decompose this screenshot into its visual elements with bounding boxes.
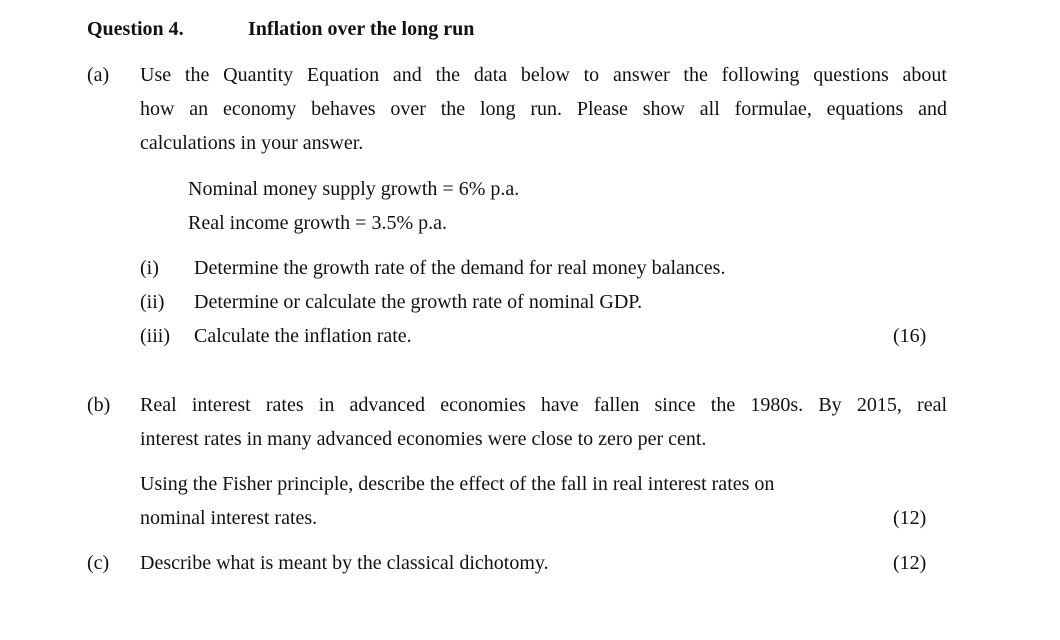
part-a-marks: (16) xyxy=(893,325,927,347)
subpart-ii-text: Determine or calculate the growth rate of nominal GDP. xyxy=(194,291,643,313)
part-c-label: (c) xyxy=(87,552,110,574)
subpart-i-label: (i) xyxy=(140,257,159,279)
part-c-marks: (12) xyxy=(893,552,927,574)
part-b-line-2: interest rates in many advanced economies were close to zero per cent. xyxy=(140,428,707,450)
question-number: Question 4. xyxy=(87,18,184,40)
subpart-iii-label: (iii) xyxy=(140,325,170,347)
data-money-supply-growth: Nominal money supply growth = 6% p.a. xyxy=(188,178,520,200)
subpart-iii-text: Calculate the inflation rate. xyxy=(194,325,412,347)
part-b-label: (b) xyxy=(87,394,111,416)
part-a-intro-line-1: Use the Quantity Equation and the data below to answer the following questions about xyxy=(140,64,947,86)
data-real-income-growth: Real income growth = 3.5% p.a. xyxy=(188,212,447,234)
part-a-label: (a) xyxy=(87,64,110,86)
part-b-marks: (12) xyxy=(893,507,927,529)
question-title: Inflation over the long run xyxy=(248,18,475,40)
part-b-task-line-2: nominal interest rates. xyxy=(140,507,318,529)
part-a-intro-line-2: how an economy behaves over the long run. Please show all formulae, equations and xyxy=(140,98,947,120)
subpart-i-text: Determine the growth rate of the demand for real money balances. xyxy=(194,257,726,279)
part-b-line-1: Real interest rates in advanced economies have fallen since the 1980s. By 2015, real xyxy=(140,394,947,416)
subpart-ii-label: (ii) xyxy=(140,291,165,313)
part-b-task-line-1: Using the Fisher principle, describe the effect of the fall in real interest rates on xyxy=(140,473,775,495)
part-c-text: Describe what is meant by the classical dichotomy. xyxy=(140,552,549,574)
part-a-intro-line-3: calculations in your answer. xyxy=(140,132,364,154)
